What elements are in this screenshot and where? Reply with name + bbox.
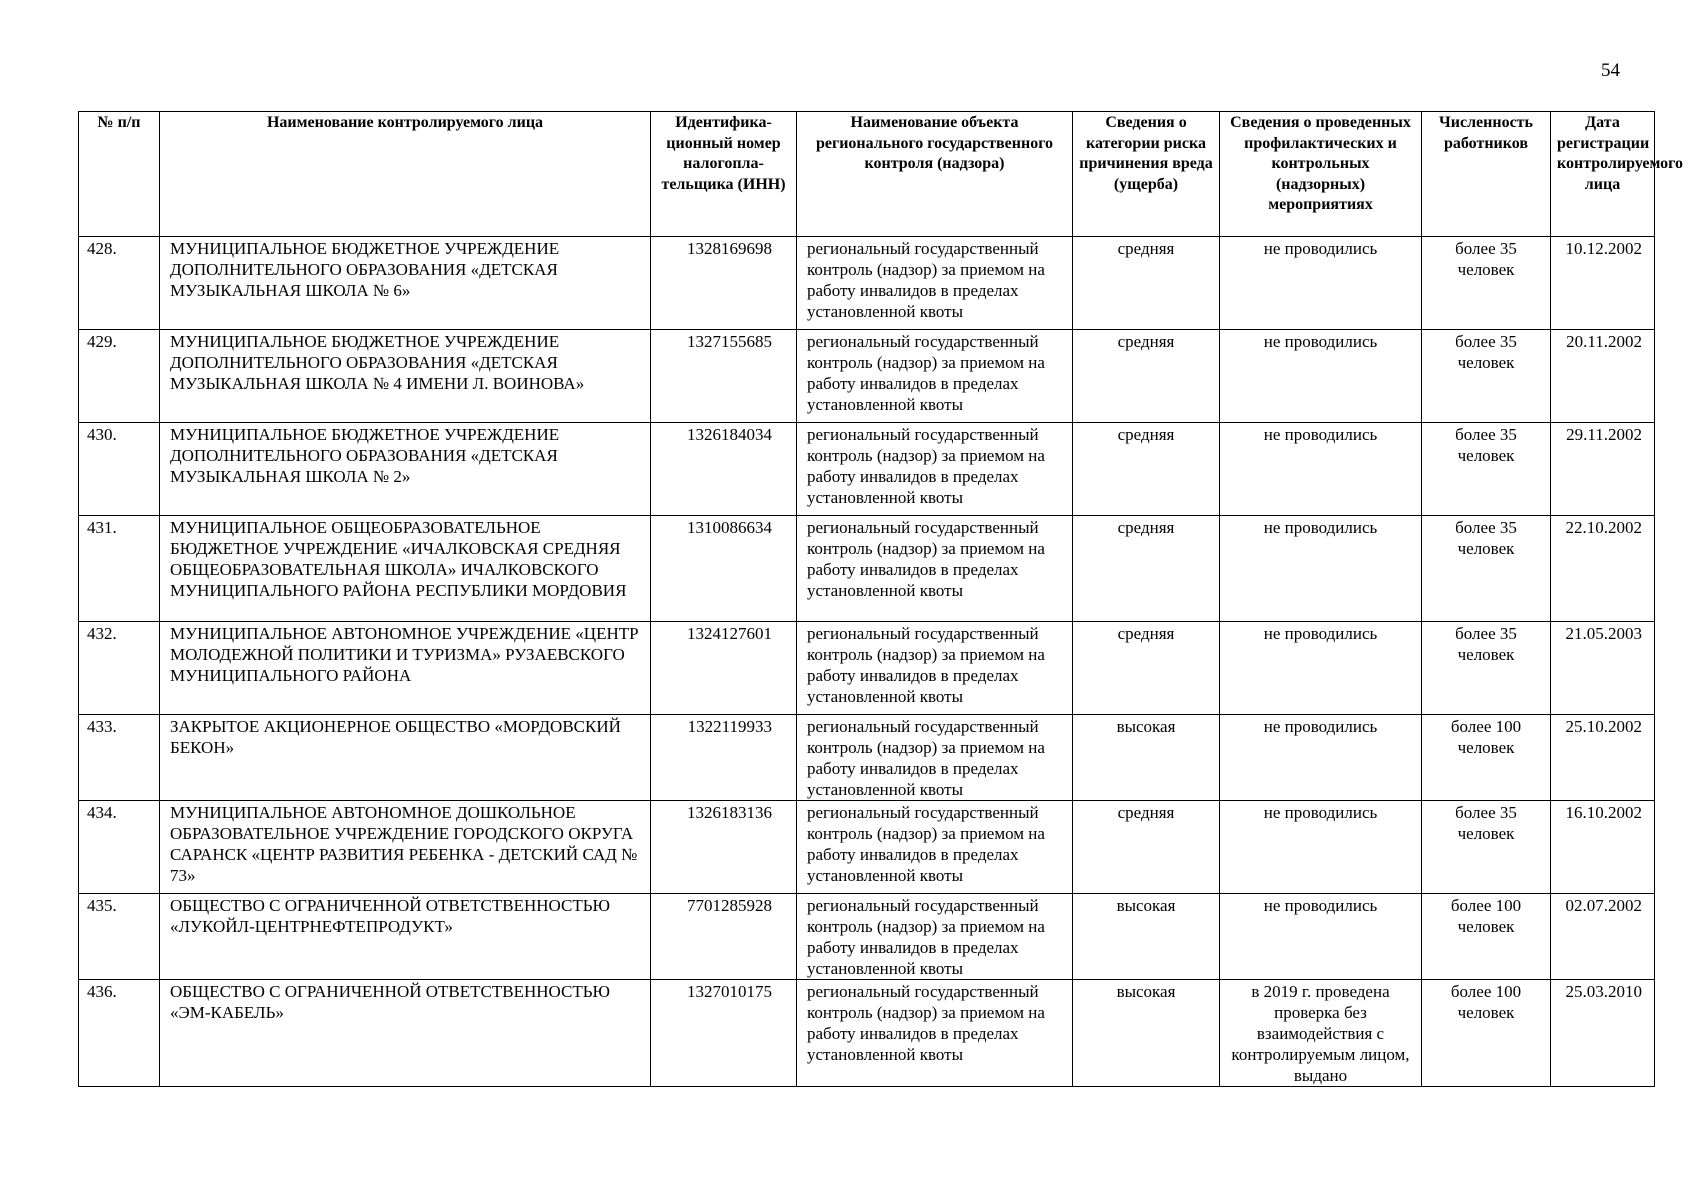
row-number: 429. <box>79 330 160 423</box>
risk-category: средняя <box>1073 622 1220 715</box>
entity-inn: 1324127601 <box>651 622 797 715</box>
risk-category: высокая <box>1073 894 1220 980</box>
header-date: Дата регистрации контролируемого лица <box>1551 112 1655 237</box>
table-row <box>79 980 1655 1087</box>
control-object: региональный государственный контроль (надзор) за приемом на работу инвалидов в пределах установленной квоты <box>797 237 1073 330</box>
control-object: региональный государственный контроль (надзор) за приемом на работу инвалидов в пределах установленной квоты <box>797 894 1073 980</box>
entity-inn: 7701285928 <box>651 894 797 980</box>
registration-date: 29.11.2002 <box>1551 423 1655 516</box>
row-number: 434. <box>79 801 160 894</box>
risk-category: средняя <box>1073 801 1220 894</box>
table-row <box>79 237 1655 330</box>
header-inn: Идентифика-ционный номер налогопла-тельщика (ИНН) <box>651 112 797 237</box>
entity-inn: 1326183136 <box>651 801 797 894</box>
measures-info: не проводились <box>1220 622 1422 715</box>
entity-name: ОБЩЕСТВО С ОГРАНИЧЕННОЙ ОТВЕТСТВЕННОСТЬЮ «ЛУКОЙЛ-ЦЕНТРНЕФТЕПРОДУКТ» <box>160 894 651 980</box>
entity-inn: 1327010175 <box>651 980 797 1087</box>
entity-name: ЗАКРЫТОЕ АКЦИОНЕРНОЕ ОБЩЕСТВО «МОРДОВСКИЙ БЕКОН» <box>160 715 651 801</box>
registration-date: 10.12.2002 <box>1551 237 1655 330</box>
control-object: региональный государственный контроль (надзор) за приемом на работу инвалидов в пределах установленной квоты <box>797 622 1073 715</box>
header-name: Наименование контролируемого лица <box>160 112 651 237</box>
measures-info: не проводились <box>1220 894 1422 980</box>
staff-count: более 100 человек <box>1422 894 1551 980</box>
entity-name: МУНИЦИПАЛЬНОЕ АВТОНОМНОЕ ДОШКОЛЬНОЕ ОБРАЗОВАТЕЛЬНОЕ УЧРЕЖДЕНИЕ ГОРОДСКОГО ОКРУГА САРАНСК «ЦЕНТР РАЗВИТИЯ РЕБЕНКА - ДЕТСКИЙ САД № 73» <box>160 801 651 894</box>
registry-table <box>78 111 1684 1087</box>
header-risk: Сведения о категории риска причинения вреда (ущерба) <box>1073 112 1220 237</box>
staff-count: более 35 человек <box>1422 801 1551 894</box>
entity-name: МУНИЦИПАЛЬНОЕ БЮДЖЕТНОЕ УЧРЕЖДЕНИЕ ДОПОЛНИТЕЛЬНОГО ОБРАЗОВАНИЯ «ДЕТСКАЯ МУЗЫКАЛЬНАЯ ШКОЛА № 4 ИМЕНИ Л. ВОИНОВА» <box>160 330 651 423</box>
entity-inn: 1328169698 <box>651 237 797 330</box>
staff-count: более 35 человек <box>1422 423 1551 516</box>
entity-inn: 1326184034 <box>651 423 797 516</box>
header-object: Наименование объекта регионального государственного контроля (надзора) <box>797 112 1073 237</box>
control-object: региональный государственный контроль (надзор) за приемом на работу инвалидов в пределах установленной квоты <box>797 423 1073 516</box>
table-row <box>79 801 1655 894</box>
table-row <box>79 622 1655 715</box>
registration-date: 25.03.2010 <box>1551 980 1655 1087</box>
header-measures: Сведения о проведенных профилактических и контрольных (надзорных) мероприятиях <box>1220 112 1422 237</box>
entity-name: МУНИЦИПАЛЬНОЕ БЮДЖЕТНОЕ УЧРЕЖДЕНИЕ ДОПОЛНИТЕЛЬНОГО ОБРАЗОВАНИЯ «ДЕТСКАЯ МУЗЫКАЛЬНАЯ ШКОЛА № 6» <box>160 237 651 330</box>
registration-date: 20.11.2002 <box>1551 330 1655 423</box>
entity-inn: 1327155685 <box>651 330 797 423</box>
staff-count: более 35 человек <box>1422 330 1551 423</box>
entity-name: МУНИЦИПАЛЬНОЕ БЮДЖЕТНОЕ УЧРЕЖДЕНИЕ ДОПОЛНИТЕЛЬНОГО ОБРАЗОВАНИЯ «ДЕТСКАЯ МУЗЫКАЛЬНАЯ ШКОЛА № 2» <box>160 423 651 516</box>
risk-category: средняя <box>1073 516 1220 622</box>
measures-info: в 2019 г. проведена проверка без взаимодействия с контролируемым лицом, выдано <box>1220 980 1422 1087</box>
measures-info: не проводились <box>1220 801 1422 894</box>
control-object: региональный государственный контроль (надзор) за приемом на работу инвалидов в пределах установленной квоты <box>797 980 1073 1087</box>
entity-name: МУНИЦИПАЛЬНОЕ АВТОНОМНОЕ УЧРЕЖДЕНИЕ «ЦЕНТР МОЛОДЕЖНОЙ ПОЛИТИКИ И ТУРИЗМА» РУЗАЕВСКОГО МУНИЦИПАЛЬНОГО РАЙОНА <box>160 622 651 715</box>
table-header-row <box>79 112 1655 237</box>
measures-info: не проводились <box>1220 237 1422 330</box>
control-object: региональный государственный контроль (надзор) за приемом на работу инвалидов в пределах установленной квоты <box>797 516 1073 622</box>
staff-count: более 100 человек <box>1422 715 1551 801</box>
risk-category: средняя <box>1073 423 1220 516</box>
registration-date: 16.10.2002 <box>1551 801 1655 894</box>
control-object: региональный государственный контроль (надзор) за приемом на работу инвалидов в пределах установленной квоты <box>797 715 1073 801</box>
row-number: 430. <box>79 423 160 516</box>
measures-info: не проводились <box>1220 330 1422 423</box>
registration-date: 02.07.2002 <box>1551 894 1655 980</box>
entity-name: МУНИЦИПАЛЬНОЕ ОБЩЕОБРАЗОВАТЕЛЬНОЕ БЮДЖЕТНОЕ УЧРЕЖДЕНИЕ «ИЧАЛКОВСКАЯ СРЕДНЯЯ ОБЩЕОБРАЗОВАТЕЛЬНАЯ ШКОЛА» ИЧАЛКОВСКОГО МУНИЦИПАЛЬНОГО РАЙОНА РЕСПУБЛИКИ МОРДОВИЯ <box>160 516 651 622</box>
control-object: региональный государственный контроль (надзор) за приемом на работу инвалидов в пределах установленной квоты <box>797 801 1073 894</box>
row-number: 431. <box>79 516 160 622</box>
staff-count: более 35 человек <box>1422 237 1551 330</box>
risk-category: средняя <box>1073 237 1220 330</box>
measures-info: не проводились <box>1220 715 1422 801</box>
registration-date: 21.05.2003 <box>1551 622 1655 715</box>
header-staff: Численность работников <box>1422 112 1551 237</box>
row-number: 432. <box>79 622 160 715</box>
staff-count: более 35 человек <box>1422 516 1551 622</box>
risk-category: высокая <box>1073 980 1220 1087</box>
risk-category: высокая <box>1073 715 1220 801</box>
table-row <box>79 715 1655 801</box>
row-number: 436. <box>79 980 160 1087</box>
risk-category: средняя <box>1073 330 1220 423</box>
staff-count: более 35 человек <box>1422 622 1551 715</box>
entity-name: ОБЩЕСТВО С ОГРАНИЧЕННОЙ ОТВЕТСТВЕННОСТЬЮ «ЭМ-КАБЕЛЬ» <box>160 980 651 1087</box>
measures-info: не проводились <box>1220 516 1422 622</box>
staff-count: более 100 человек <box>1422 980 1551 1087</box>
row-number: 435. <box>79 894 160 980</box>
control-object: региональный государственный контроль (надзор) за приемом на работу инвалидов в пределах установленной квоты <box>797 330 1073 423</box>
table-row <box>79 330 1655 423</box>
page-number: 54 <box>1601 60 1620 81</box>
registration-date: 25.10.2002 <box>1551 715 1655 801</box>
registration-date: 22.10.2002 <box>1551 516 1655 622</box>
table-row <box>79 516 1655 622</box>
table-row <box>79 894 1655 980</box>
measures-info: не проводились <box>1220 423 1422 516</box>
row-number: 428. <box>79 237 160 330</box>
header-num: № п/п <box>79 112 160 237</box>
entity-inn: 1322119933 <box>651 715 797 801</box>
entity-inn: 1310086634 <box>651 516 797 622</box>
table-row <box>79 423 1655 516</box>
row-number: 433. <box>79 715 160 801</box>
